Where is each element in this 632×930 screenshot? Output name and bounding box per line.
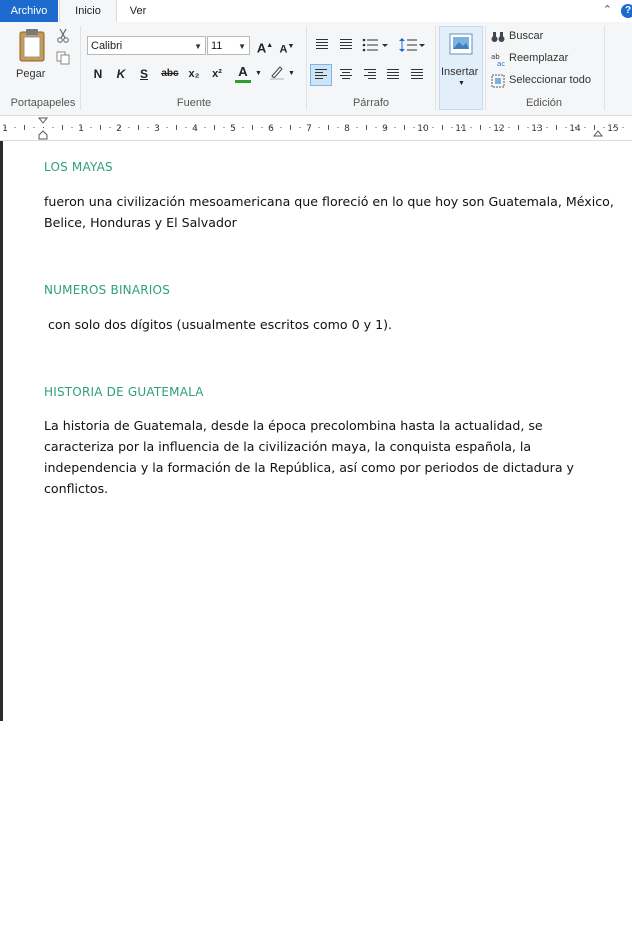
- ruler-number: 1: [2, 124, 8, 134]
- strikethrough-button[interactable]: abc: [161, 68, 179, 79]
- ruler-number: 14: [569, 124, 581, 134]
- tab-archivo[interactable]: Archivo: [0, 0, 58, 22]
- ruler-tick: [281, 127, 282, 128]
- group-divider: [604, 26, 605, 110]
- ruler-tick: [433, 127, 434, 128]
- italic-button[interactable]: K: [116, 67, 126, 81]
- paragraph-dialog-button[interactable]: [406, 64, 428, 86]
- ruler-number: 11: [455, 124, 467, 134]
- ribbon: [0, 22, 632, 116]
- group-label-parrafo: Párrafo: [352, 97, 390, 109]
- ruler-tick: [566, 127, 567, 128]
- ruler-half-tick: [252, 125, 253, 130]
- replace-label: Reemplazar: [509, 52, 569, 64]
- ruler-tick: [224, 127, 225, 128]
- ruler-scale: [0, 116, 632, 140]
- font-size-combo[interactable]: [207, 36, 250, 55]
- ruler-number: 6: [268, 124, 274, 134]
- ruler-half-tick: [214, 125, 215, 130]
- justify-button[interactable]: [382, 64, 404, 86]
- font-color-swatch: [235, 80, 251, 83]
- ruler-tick: [490, 127, 491, 128]
- paste-label: Pegar: [16, 68, 46, 80]
- group-divider: [435, 26, 436, 110]
- ruler-tick: [34, 127, 35, 128]
- group-label-edicion: Edición: [525, 97, 563, 109]
- copy-button[interactable]: [55, 50, 71, 66]
- ruler[interactable]: [0, 116, 632, 141]
- heading-historia-de-guatemala[interactable]: HISTORIA DE GUATEMALA: [44, 385, 204, 399]
- highlight-button[interactable]: [267, 62, 287, 82]
- ruler-half-tick: [556, 125, 557, 130]
- increase-indent-button[interactable]: [335, 34, 357, 56]
- ruler-tick: [623, 127, 624, 128]
- highlighter-icon: [269, 64, 285, 80]
- tab-ver[interactable]: Ver: [129, 5, 147, 17]
- decrease-indent-button[interactable]: [311, 34, 333, 56]
- ruler-tick: [319, 127, 320, 128]
- ruler-half-tick: [442, 125, 443, 130]
- shrink-font-button[interactable]: A▼: [279, 43, 295, 56]
- ruler-number: 3: [154, 124, 160, 134]
- ruler-tick: [129, 127, 130, 128]
- ruler-tick: [547, 127, 548, 128]
- ruler-tick: [604, 127, 605, 128]
- group-divider: [485, 26, 486, 110]
- ruler-number: 9: [382, 124, 388, 134]
- ruler-tick: [376, 127, 377, 128]
- ruler-tick: [452, 127, 453, 128]
- chevron-down-icon: ▼: [194, 42, 202, 51]
- ruler-tick: [110, 127, 111, 128]
- ruler-number: 12: [493, 124, 505, 134]
- ruler-half-tick: [404, 125, 405, 130]
- paste-button[interactable]: [10, 26, 54, 86]
- select-all-label: Seleccionar todo: [509, 74, 591, 86]
- svg-text:ac: ac: [497, 60, 506, 66]
- ruler-tick: [72, 127, 73, 128]
- bullets-button[interactable]: [360, 34, 390, 56]
- font-size-value: 11: [211, 40, 223, 52]
- ruler-half-tick: [24, 125, 25, 130]
- find-label: Buscar: [509, 30, 544, 42]
- align-right-button[interactable]: [359, 64, 381, 86]
- binoculars-icon: [491, 31, 505, 43]
- ruler-tick: [91, 127, 92, 128]
- select-all-icon: [491, 74, 505, 88]
- align-center-button[interactable]: [335, 64, 357, 86]
- ruler-number: 5: [230, 124, 236, 134]
- ruler-tick: [357, 127, 358, 128]
- ruler-number: 8: [344, 124, 350, 134]
- window-edge: [0, 141, 3, 721]
- group-label-portapapeles: Portapapeles: [10, 97, 76, 109]
- clipboard-icon: [17, 28, 47, 62]
- ruler-half-tick: [480, 125, 481, 130]
- bold-button[interactable]: N: [93, 67, 103, 81]
- ruler-half-tick: [594, 125, 595, 130]
- svg-text:ab: ab: [491, 53, 500, 61]
- superscript-button[interactable]: x²: [212, 68, 222, 80]
- ruler-tick: [528, 127, 529, 128]
- ruler-half-tick: [366, 125, 367, 130]
- grow-font-button[interactable]: A▲: [256, 40, 274, 56]
- ruler-number: 4: [192, 124, 198, 134]
- font-name-value: Calibri: [91, 40, 123, 52]
- bullet-list-icon: [362, 38, 388, 52]
- tab-inicio[interactable]: Inicio: [59, 0, 117, 23]
- ruler-number: 13: [531, 124, 543, 134]
- paragraph-numeros-binarios[interactable]: con solo dos dígitos (usualmente escritos como 0 y 1).: [44, 317, 393, 332]
- chevron-down-icon[interactable]: ▼: [255, 70, 262, 77]
- copy-icon: [56, 51, 70, 65]
- ruler-tick: [262, 127, 263, 128]
- ruler-half-tick: [518, 125, 519, 130]
- font-name-combo[interactable]: [87, 36, 206, 55]
- group-label-fuente: Fuente: [176, 97, 212, 109]
- help-button[interactable]: ?: [621, 4, 632, 18]
- document-area[interactable]: [0, 141, 632, 930]
- replace-icon: [491, 52, 507, 66]
- ruler-tick: [471, 127, 472, 128]
- ruler-half-tick: [176, 125, 177, 130]
- ruler-tick: [148, 127, 149, 128]
- group-divider: [80, 26, 81, 110]
- ruler-tick: [186, 127, 187, 128]
- ruler-tick: [300, 127, 301, 128]
- ruler-half-tick: [100, 125, 101, 130]
- ruler-number: 1: [78, 124, 84, 134]
- font-color-letter: A: [238, 64, 248, 79]
- ruler-half-tick: [62, 125, 63, 130]
- ruler-tick: [509, 127, 510, 128]
- collapse-ribbon-icon[interactable]: ⌃: [602, 4, 612, 16]
- heading-los-mayas[interactable]: LOS MAYAS: [44, 160, 113, 174]
- ruler-tick: [53, 127, 54, 128]
- ruler-half-tick: [290, 125, 291, 130]
- heading-numeros-binarios[interactable]: NUMEROS BINARIOS: [44, 283, 171, 297]
- ruler-tick: [167, 127, 168, 128]
- insert-label: Insertar: [441, 66, 479, 78]
- group-divider: [306, 26, 307, 110]
- ruler-number: 2: [116, 124, 122, 134]
- ruler-number: 10: [417, 124, 429, 134]
- chevron-down-icon: ▼: [238, 42, 246, 51]
- ruler-tick: [585, 127, 586, 128]
- chevron-down-icon: ▼: [458, 80, 465, 87]
- ruler-tick: [243, 127, 244, 128]
- subscript-button[interactable]: x₂: [188, 68, 200, 80]
- ribbon-tab-bar: [0, 0, 632, 23]
- ruler-tick: [43, 127, 44, 128]
- insert-button[interactable]: [439, 26, 483, 110]
- font-color-button[interactable]: [233, 62, 253, 82]
- ruler-half-tick: [138, 125, 139, 130]
- ruler-number: 15: [607, 124, 619, 134]
- ruler-number: 7: [306, 124, 312, 134]
- picture-icon: [449, 33, 473, 55]
- align-left-button[interactable]: [310, 64, 332, 86]
- ruler-tick: [15, 127, 16, 128]
- paragraph-historia-de-guatemala[interactable]: La historia de Guatemala, desde la época precolombina hasta la actualidad, se caracteriza por la influencia de la civilización maya, la conquista española, la independencia y la formación de la República, así como por periodos de dictadura y conflictos.: [44, 418, 574, 496]
- ruler-half-tick: [328, 125, 329, 130]
- ruler-tick: [395, 127, 396, 128]
- line-spacing-icon: [399, 38, 425, 52]
- scissors-icon: [57, 29, 69, 43]
- ruler-tick: [414, 127, 415, 128]
- line-spacing-button[interactable]: [397, 34, 425, 56]
- ruler-tick: [338, 127, 339, 128]
- paragraph-los-mayas[interactable]: fueron una civilización mesoamericana que floreció en lo que hoy son Guatemala, México, Belice, Honduras y El Salvador: [44, 194, 614, 230]
- underline-button[interactable]: S: [139, 67, 148, 81]
- chevron-down-icon[interactable]: ▼: [288, 70, 295, 77]
- ruler-tick: [205, 127, 206, 128]
- cut-button[interactable]: [55, 28, 71, 44]
